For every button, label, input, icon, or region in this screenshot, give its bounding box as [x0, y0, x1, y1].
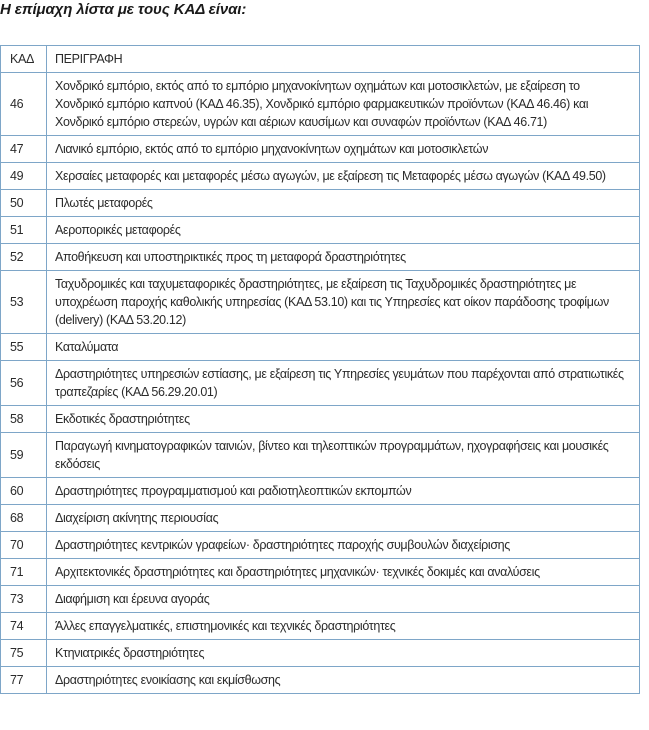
kad-table	[0, 45, 640, 694]
kad-description-cell: Καταλύματα	[47, 334, 640, 361]
kad-description-cell: Αεροπορικές μεταφορές	[47, 217, 640, 244]
kad-code-cell: 56	[1, 361, 47, 406]
table-row	[1, 271, 640, 334]
page-heading: Η επίμαχη λίστα με τους ΚΑΔ είναι:	[0, 1, 247, 18]
table-row	[1, 73, 640, 136]
kad-code-cell: 52	[1, 244, 47, 271]
kad-description-cell: Εκδοτικές δραστηριότητες	[47, 406, 640, 433]
table-row	[1, 190, 640, 217]
kad-description-cell: Διαχείριση ακίνητης περιουσίας	[47, 505, 640, 532]
column-header-kad: ΚΑΔ	[1, 46, 47, 73]
table-row	[1, 406, 640, 433]
kad-description-cell: Χονδρικό εμπόριο, εκτός από το εμπόριο μηχανοκίνητων οχημάτων και μοτοσικλετών, με εξαίρεση το Χονδρικό εμπόριο καπνού (ΚΑΔ 46.35), Χονδρικό εμπόριο φαρμακευτικών προϊόντων (ΚΑΔ 46.46) και Χονδρικό εμπόριο στερεών, υγρών και αέριων καυσίμων και συναφών προϊόντων (ΚΑΔ 46.71)	[47, 73, 640, 136]
table-row	[1, 613, 640, 640]
table-row	[1, 244, 640, 271]
kad-code-cell: 49	[1, 163, 47, 190]
table-row	[1, 433, 640, 478]
table-row	[1, 334, 640, 361]
kad-code-cell: 50	[1, 190, 47, 217]
table-row	[1, 667, 640, 694]
kad-description-cell: Ταχυδρομικές και ταχυμεταφορικές δραστηριότητες, με εξαίρεση τις Ταχυδρομικές δραστηριότητες με υποχρέωση παροχής καθολικής υπηρεσίας (ΚΑΔ 53.10) και τις Υπηρεσίες κατ οίκον παράδοσης τροφίμων (delivery) (ΚΑΔ 53.20.12)	[47, 271, 640, 334]
kad-code-cell: 53	[1, 271, 47, 334]
kad-description-cell: Δραστηριότητες προγραμματισμού και ραδιοτηλεοπτικών εκπομπών	[47, 478, 640, 505]
kad-description-cell: Χερσαίες μεταφορές και μεταφορές μέσω αγωγών, με εξαίρεση τις Μεταφορές μέσω αγωγών (ΚΑΔ 49.50)	[47, 163, 640, 190]
table-row	[1, 505, 640, 532]
kad-code-cell: 73	[1, 586, 47, 613]
kad-description-cell: Πλωτές μεταφορές	[47, 190, 640, 217]
table-row	[1, 640, 640, 667]
kad-description-cell: Άλλες επαγγελματικές, επιστημονικές και τεχνικές δραστηριότητες	[47, 613, 640, 640]
table-row	[1, 586, 640, 613]
kad-description-cell: Λιανικό εμπόριο, εκτός από το εμπόριο μηχανοκίνητων οχημάτων και μοτοσικλετών	[47, 136, 640, 163]
kad-description-cell: Διαφήμιση και έρευνα αγοράς	[47, 586, 640, 613]
kad-code-cell: 77	[1, 667, 47, 694]
table-row	[1, 559, 640, 586]
table-row	[1, 136, 640, 163]
kad-description-cell: Δραστηριότητες ενοικίασης και εκμίσθωσης	[47, 667, 640, 694]
kad-code-cell: 59	[1, 433, 47, 478]
kad-code-cell: 46	[1, 73, 47, 136]
column-header-description: ΠΕΡΙΓΡΑΦΗ	[47, 46, 640, 73]
table-row	[1, 163, 640, 190]
kad-code-cell: 58	[1, 406, 47, 433]
kad-code-cell: 68	[1, 505, 47, 532]
table-row	[1, 478, 640, 505]
kad-description-cell: Αρχιτεκτονικές δραστηριότητες και δραστηριότητες μηχανικών· τεχνικές δοκιμές και αναλύσεις	[47, 559, 640, 586]
kad-description-cell: Αποθήκευση και υποστηρικτικές προς τη μεταφορά δραστηριότητες	[47, 244, 640, 271]
kad-description-cell: Παραγωγή κινηματογραφικών ταινιών, βίντεο και τηλεοπτικών προγραμμάτων, ηχογραφήσεις και μουσικές εκδόσεις	[47, 433, 640, 478]
kad-code-cell: 74	[1, 613, 47, 640]
kad-code-cell: 71	[1, 559, 47, 586]
table-header-row	[1, 46, 640, 73]
kad-description-cell: Δραστηριότητες υπηρεσιών εστίασης, με εξαίρεση τις Υπηρεσίες γευμάτων που παρέχονται από στρατιωτικές τραπεζαρίες (ΚΑΔ 56.29.20.01)	[47, 361, 640, 406]
kad-code-cell: 47	[1, 136, 47, 163]
kad-description-cell: Δραστηριότητες κεντρικών γραφείων· δραστηριότητες παροχής συμβουλών διαχείρισης	[47, 532, 640, 559]
table-row	[1, 217, 640, 244]
kad-code-cell: 60	[1, 478, 47, 505]
kad-description-cell: Κτηνιατρικές δραστηριότητες	[47, 640, 640, 667]
kad-code-cell: 70	[1, 532, 47, 559]
kad-code-cell: 51	[1, 217, 47, 244]
table-row	[1, 361, 640, 406]
kad-code-cell: 75	[1, 640, 47, 667]
table-row	[1, 532, 640, 559]
kad-code-cell: 55	[1, 334, 47, 361]
